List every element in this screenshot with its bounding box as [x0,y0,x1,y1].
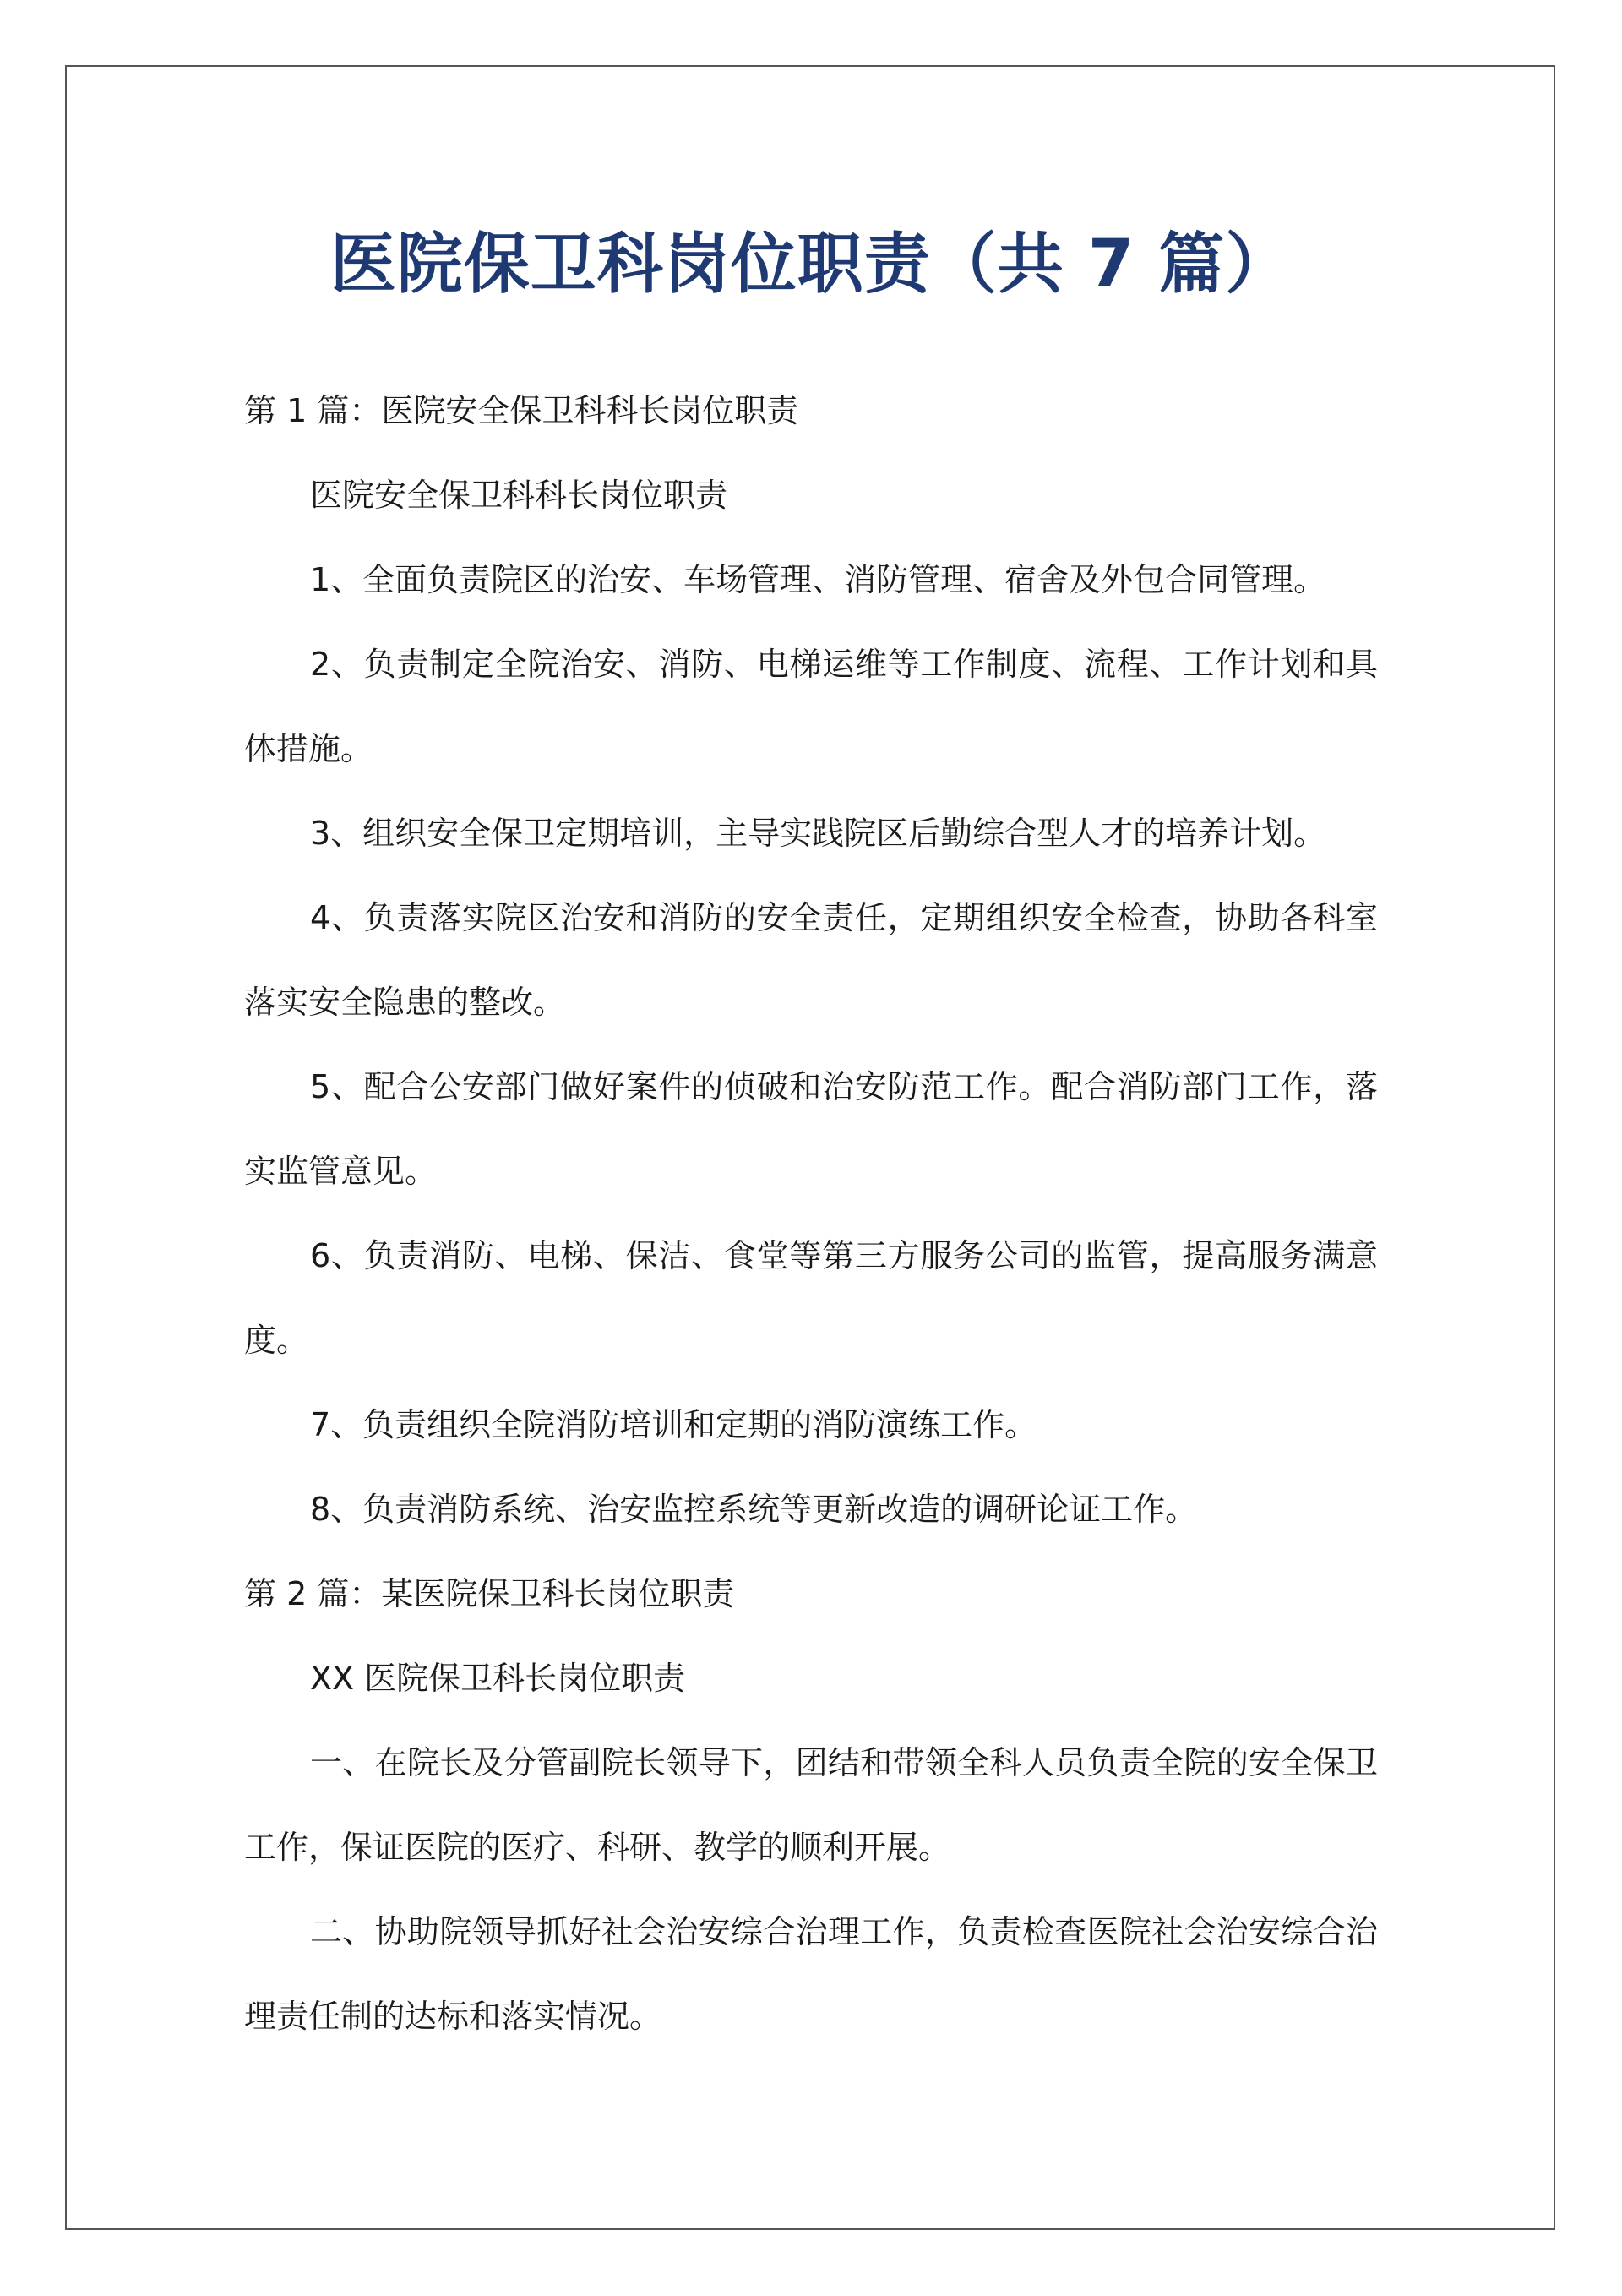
section-heading: 第 1 篇：医院安全保卫科科长岗位职责 [244,392,799,429]
duty-item: 1、全面负责院区的治安、车场管理、消防管理、宿舍及外包合同管理。 [310,561,1326,598]
duty-item: 二、协助院领导抓好社会治安综合治理工作，负责检查医院社会治安综合治理责任制的达标和落实情况。 [244,1913,1378,2035]
duty-item: 2、负责制定全院治安、消防、电梯运维等工作制度、流程、工作计划和具体措施。 [244,646,1378,767]
duty-item: 3、组织安全保卫定期培训，主导实践院区后勤综合型人才的培养计划。 [310,815,1326,852]
document-body [244,368,1378,2059]
duty-item: 8、负责消防系统、治安监控系统等更新改造的调研论证工作。 [310,1491,1198,1528]
duty-item: 7、负责组织全院消防培训和定期的消防演练工作。 [310,1406,1037,1443]
duty-item: 一、在院长及分管副院长领导下，团结和带领全科人员负责全院的安全保卫工作，保证医院的医疗、科研、教学的顺利开展。 [244,1744,1378,1866]
duty-item: 4、负责落实院区治安和消防的安全责任，定期组织安全检查，协助各科室落实安全隐患的整改。 [244,899,1378,1021]
section-heading: 第 2 篇：某医院保卫科长岗位职责 [244,1575,735,1612]
section-subtitle: XX 医院保卫科长岗位职责 [310,1660,686,1697]
duty-item: 5、配合公安部门做好案件的侦破和治安防范工作。配合消防部门工作，落实监管意见。 [244,1068,1378,1190]
duty-item: 6、负责消防、电梯、保洁、食堂等第三方服务公司的监管，提高服务满意度。 [244,1237,1378,1359]
document-title: 医院保卫科岗位职责（共 7 篇） [329,226,1293,303]
section-subtitle: 医院安全保卫科科长岗位职责 [310,477,728,514]
